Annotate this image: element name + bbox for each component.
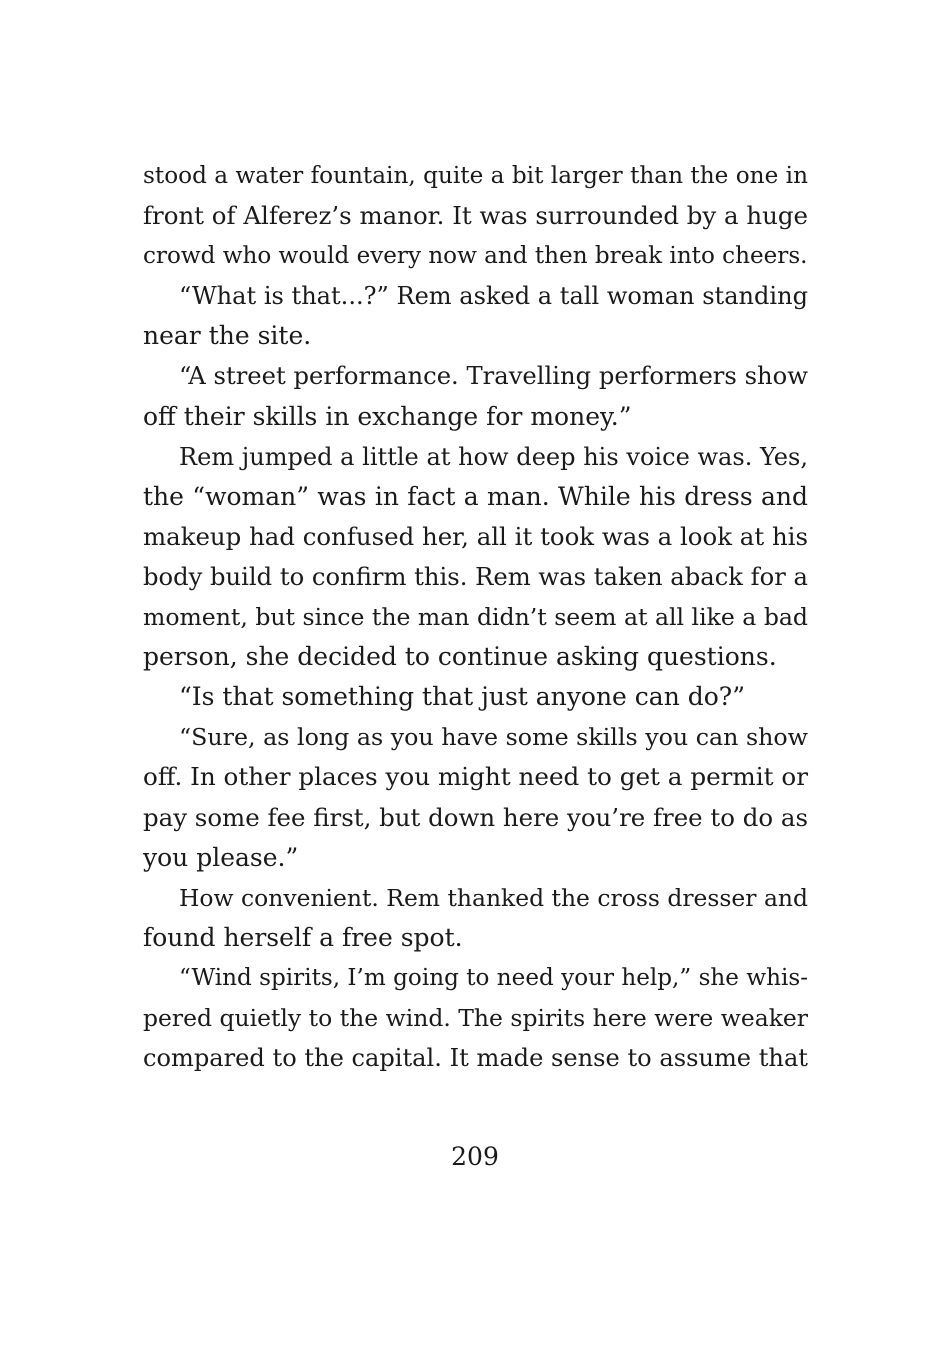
text-line: “A street performance. Travelling performers show <box>179 361 808 391</box>
body-text <box>143 156 808 1078</box>
page-number: 209 <box>451 1142 499 1171</box>
text-line: off. In other places you might need to get a permit or <box>143 762 808 792</box>
text-line: “Is that something that just anyone can do?” <box>179 682 745 712</box>
text-line: moment, but since the man didn’t seem at all like a bad <box>143 603 808 632</box>
text-line: found herself a free spot. <box>143 922 463 952</box>
text-line: “Wind spirits, I’m going to need your help,” she whis- <box>179 964 808 991</box>
text-line: Rem jumped a little at how deep his voice was. Yes, <box>179 442 808 471</box>
text-line: “What is that...?” Rem asked a tall woman standing <box>179 282 808 311</box>
text-line: near the site. <box>143 321 312 351</box>
text-line: the “woman” was in fact a man. While his dress and <box>143 481 808 511</box>
text-line: compared to the capital. It made sense to assume that <box>143 1044 808 1073</box>
text-line: front of Alferez’s manor. It was surrounded by a huge <box>143 201 808 231</box>
text-line: stood a water fountain, quite a bit larger than the one in <box>143 163 808 189</box>
text-line: “Sure, as long as you have some skills you can show <box>179 723 808 752</box>
text-line: person, she decided to continue asking questions. <box>143 642 777 672</box>
text-line: off their skills in exchange for money.” <box>143 401 632 431</box>
text-line: How convenient. Rem thanked the cross dresser and <box>179 883 808 912</box>
text-line: pay some fee first, but down here you’re free to do as <box>143 802 808 832</box>
text-line: makeup had confused her, all it took was a look at his <box>143 521 808 551</box>
text-line: pered quietly to the wind. The spirits here were weaker <box>143 1003 808 1032</box>
text-line: you please.” <box>143 842 299 872</box>
text-line: body build to confirm this. Rem was taken aback for a <box>143 561 808 591</box>
text-line: crowd who would every now and then break into cheers. <box>143 243 808 270</box>
